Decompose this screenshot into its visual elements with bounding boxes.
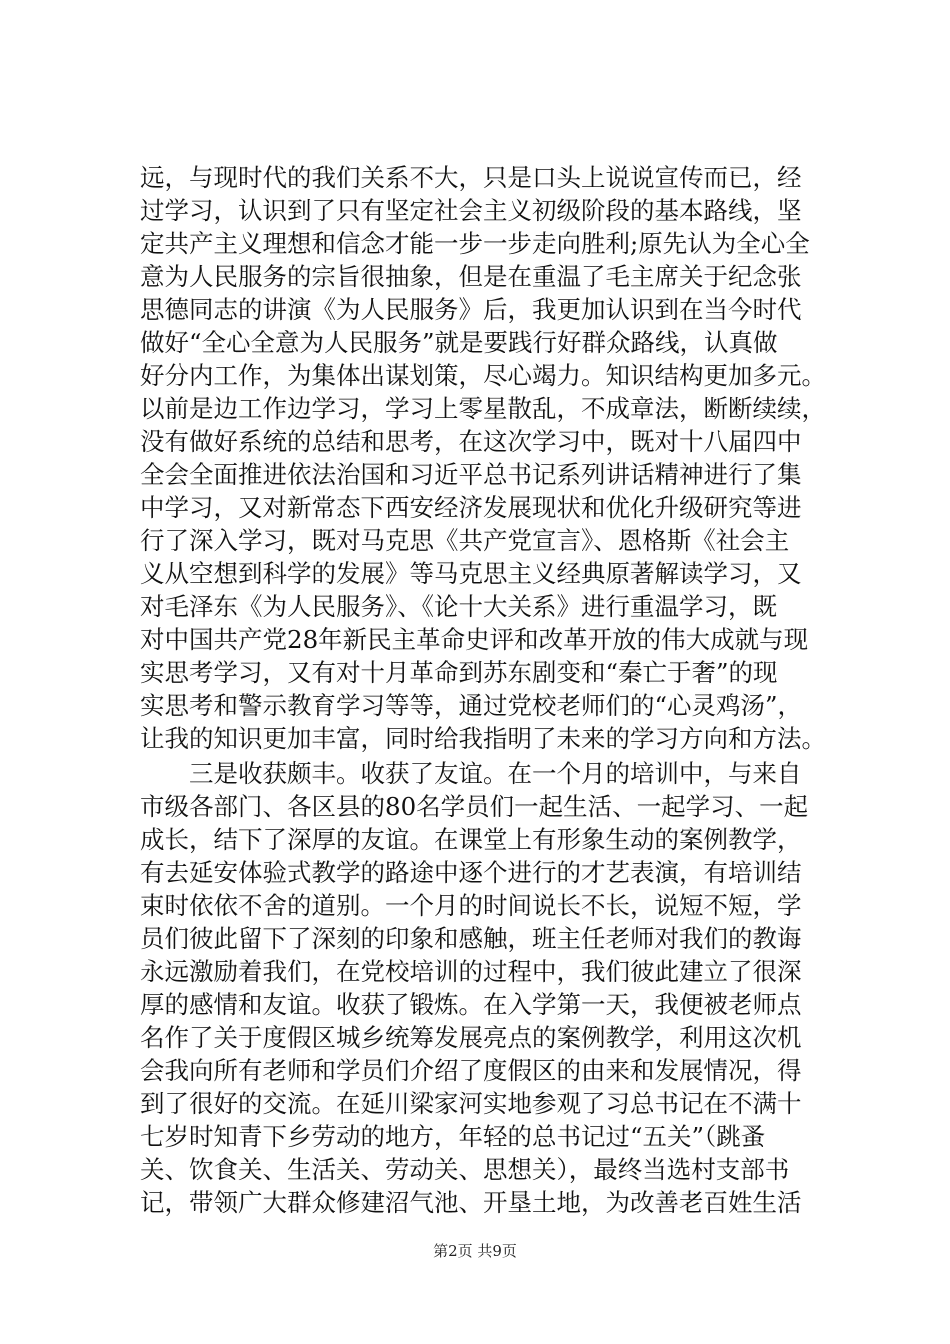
text-line: 名作了关于度假区城乡统筹发展亮点的案例教学，利用这次机 [140, 1023, 802, 1052]
text-line: 中学习，又对新常态下西安经济发展现状和优化升级研究等进 [140, 493, 802, 522]
text-line: 永远激励着我们，在党校培训的过程中，我们彼此建立了很深 [140, 957, 802, 986]
text-line: 有去延安体验式教学的路途中逐个进行的才艺表演，有培训结 [140, 858, 802, 887]
text-line: 厚的感情和友谊。收获了锻炼。在入学第一天，我便被老师点 [140, 990, 802, 1019]
text-line: 行了深入学习，既对马克思《共产党宣言》、恩格斯《社会主 [140, 526, 790, 555]
text-line: 记，带领广大群众修建沼气池、开垦土地，为改善老百姓生活 [140, 1188, 802, 1217]
text-line: 以前是边工作边学习，学习上零星散乱，不成章法，断断续续， [140, 394, 826, 423]
text-line: 三是收获颇丰。收获了友谊。在一个月的培训中，与来自 [140, 759, 802, 788]
text-line: 会我向所有老师和学员们介绍了度假区的由来和发展情况，得 [140, 1056, 802, 1085]
paragraph-1 [140, 161, 826, 755]
text-line: 让我的知识更加丰富，同时给我指明了未来的学习方向和方法。 [140, 724, 826, 753]
text-line: 意为人民服务的宗旨很抽象，但是在重温了毛主席关于纪念张 [140, 262, 802, 291]
text-line: 束时依依不舍的道别。一个月的时间说长不长，说短不短，学 [140, 891, 802, 920]
text-line: 实思考学习，又有对十月革命到苏东剧变和“秦亡于奢”的现 [140, 658, 778, 687]
paragraph-2 [140, 757, 820, 1219]
text-line: 定共产主义理想和信念才能一步一步走向胜利;原先认为全心全 [140, 229, 810, 258]
text-line: 七岁时知青下乡劳动的地方，年轻的总书记过“五关”（跳蚤 [140, 1122, 766, 1151]
text-line: 义从空想到科学的发展》等马克思主义经典原著解读学习，又 [140, 559, 802, 588]
text-line: 思德同志的讲演《为人民服务》后，我更加认识到在当今时代 [140, 295, 802, 324]
text-line: 过学习，认识到了只有坚定社会主义初级阶段的基本路线，坚 [140, 196, 802, 225]
text-line: 到了很好的交流。在延川梁家河实地参观了习总书记在不满十 [140, 1089, 802, 1118]
text-line: 远，与现时代的我们关系不大，只是口头上说说宣传而已，经 [140, 163, 802, 192]
text-line: 市级各部门、各区县的80名学员们一起生活、一起学习、一起 [140, 792, 809, 821]
text-line: 做好“全心全意为人民服务”就是要践行好群众路线，认真做 [140, 328, 778, 357]
text-line: 关、饮食关、生活关、劳动关、思想关），最终当选村支部书 [140, 1155, 790, 1184]
text-line: 全会全面推进依法治国和习近平总书记系列讲话精神进行了集 [140, 460, 802, 489]
text-line: 没有做好系统的总结和思考，在这次学习中，既对十八届四中 [140, 427, 802, 456]
text-line: 实思考和警示教育学习等等，通过党校老师们的“心灵鸡汤”， [140, 691, 803, 720]
page-number-footer: 第2页 共9页 [433, 1242, 517, 1260]
text-line: 员们彼此留下了深刻的印象和感触，班主任老师对我们的教诲 [140, 924, 802, 953]
text-line: 成长，结下了深厚的友谊。在课堂上有形象生动的案例教学， [140, 825, 802, 854]
text-line: 对中国共产党28年新民主革命史评和改革开放的伟大成就与现 [140, 625, 809, 654]
text-line: 对毛泽东《为人民服务》、《论十大关系》进行重温学习，既 [140, 592, 777, 621]
text-line: 好分内工作，为集体出谋划策，尽心竭力。知识结构更加多元。 [140, 361, 826, 390]
